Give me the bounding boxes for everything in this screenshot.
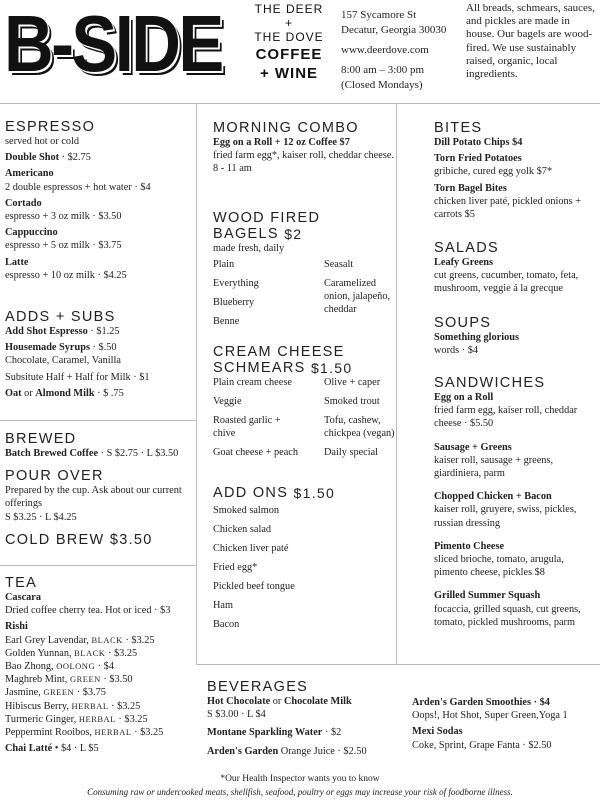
divider xyxy=(396,104,397,664)
schmears-list-right xyxy=(324,373,396,462)
menu-item-name: Cortado xyxy=(5,197,42,209)
list-item: Chicken salad xyxy=(213,524,272,535)
hours: 8:00 am – 3:00 pm xyxy=(341,64,425,76)
list-item: Turmeric Ginger, HERBAL · $3.25 xyxy=(5,713,148,725)
brand-block xyxy=(248,2,330,82)
brand-line: COFFEE xyxy=(255,46,323,63)
brand-line: THE DOVE xyxy=(254,30,324,44)
list-item: Smoked trout xyxy=(324,396,380,407)
list-item: Maghreb Mint, GREEN · $3.50 xyxy=(5,674,133,686)
bites-section xyxy=(434,120,596,221)
list-item: Earl Grey Lavendar, BLACK · $3.25 xyxy=(5,634,155,646)
espresso-sub: served hot or cold xyxy=(5,136,80,147)
list-item: Roasted garlic + chive xyxy=(213,415,281,440)
list-item: Bacon xyxy=(213,619,240,630)
divider xyxy=(0,103,600,104)
menu-item-name: Cappuccino xyxy=(5,227,58,239)
menu-item-desc: espresso + 3 oz milk · $3.50 xyxy=(5,211,122,223)
list-item: Fried egg* xyxy=(213,562,258,573)
addons-price: $1.50 xyxy=(293,485,336,501)
list-item: Golden Yunnan, BLACK · $3.25 xyxy=(5,647,138,659)
bagels-heading: BAGELS $^{\$2}$ xyxy=(213,226,303,242)
menu-item: Oat or Almond Milk · $ .75 xyxy=(5,387,124,399)
schmears-list-left xyxy=(213,373,323,462)
list-item: Ham xyxy=(213,600,234,611)
bagels-list-left xyxy=(213,255,313,331)
bagels-list-right xyxy=(324,255,396,317)
list-item: Benne xyxy=(213,316,240,327)
menu-item-name: Egg on a Roll xyxy=(434,392,494,403)
list-item: Bao Zhong, OOLONG · $4 xyxy=(5,661,114,673)
address-line: 157 Sycamore St xyxy=(341,9,417,21)
adds-heading: ADDS + SUBS xyxy=(5,309,116,325)
menu-item-desc: Prepared by the cup. Ask about our current offerings xyxy=(5,485,182,510)
salads-section xyxy=(434,240,596,296)
list-item: Jasmine, GREEN · $3.75 xyxy=(5,687,106,699)
menu-item-name: Mexi Sodas xyxy=(412,726,463,738)
list-item: Pickled beef tongue xyxy=(213,581,295,592)
closed-note: (Closed Mondays) xyxy=(341,79,423,91)
soups-section xyxy=(434,315,596,357)
list-item: Peppermint Rooibos, HERBAL · $3.25 xyxy=(5,727,164,739)
menu-item-name: Torn Bagel Bites xyxy=(434,182,507,194)
menu-item-name: Cascara xyxy=(5,592,42,603)
menu-item-name: Rishi xyxy=(5,621,28,633)
menu-item-desc: cut greens, cucumber, tomato, feta, mushroom, veggie á la grecque xyxy=(434,270,579,295)
list-item: Olive + caper xyxy=(324,377,381,388)
list-item: Veggie xyxy=(213,396,242,407)
pourover-heading: POUR OVER xyxy=(5,468,104,485)
menu-item: Arden's Garden Orange Juice · $2.50 xyxy=(207,745,367,757)
list-item: Plain xyxy=(213,259,235,270)
menu-item-name: Americano xyxy=(5,168,54,180)
menu-item-name: Grilled Summer Squash xyxy=(434,590,541,602)
footer-warning: Consuming raw or undercooked meats, shellfish, seafood, poultry or eggs may increase your risk of foodborne illness. xyxy=(87,787,513,797)
menu-item-desc: fried farm egg*, kaiser roll, cheddar cheese. 8 - 11 am xyxy=(213,150,394,175)
bagels-section xyxy=(213,210,395,255)
menu-item-desc: words · $4 xyxy=(434,345,479,357)
footer-inspector: *Our Health Inspector wants you to know xyxy=(0,773,600,785)
menu-item-name: Latte xyxy=(5,256,29,268)
sandwiches-section xyxy=(434,375,596,629)
menu-item: Add Shot Espresso · $1.25 xyxy=(5,326,120,337)
menu-item: Hot Chocolate or Chocolate Milk xyxy=(207,696,352,707)
brand-line: THE DEER xyxy=(254,2,324,16)
divider xyxy=(196,664,600,665)
list-item: Tofu, cashew, chickpea (vegan) xyxy=(324,415,395,440)
menu-item-name: Torn Fried Potatoes xyxy=(434,153,522,165)
divider xyxy=(0,565,196,566)
address-line: Decatur, Georgia 30030 xyxy=(341,24,447,36)
menu-item: Montane Sparkling Water · $2 xyxy=(207,727,342,739)
brand-line: + WINE xyxy=(259,65,319,82)
list-item: Seasalt xyxy=(324,259,354,270)
menu-item-desc: sliced brioche, tomato, arugula, pimento cheese, pickles $8 xyxy=(434,554,564,579)
espresso-heading: ESPRESSO xyxy=(5,119,96,135)
menu-item-name: Sausage + Greens xyxy=(434,441,512,453)
menu-item-name: Arden's Garden Smoothies · $4 xyxy=(412,697,550,708)
sandwiches-heading: SANDWICHES xyxy=(434,375,546,391)
addons-section xyxy=(213,485,395,634)
bites-heading: BITES xyxy=(434,120,483,136)
brand-line: + xyxy=(284,16,293,30)
menu-item-price: S $3.00 · L $4 xyxy=(207,709,266,721)
menu-item-desc: Dried coffee cherry tea. Hot or iced · $3 xyxy=(5,605,171,617)
menu-item: Housemade Syrups · $.50 xyxy=(5,342,117,354)
website[interactable]: www.deerdove.com xyxy=(341,44,429,56)
divider xyxy=(196,104,197,664)
menu-item-name: Dill Potato Chips $4 xyxy=(434,137,523,148)
coldbrew-heading: COLD BREW $3.50 xyxy=(5,531,153,548)
espresso-section xyxy=(5,119,195,282)
bagels-heading: WOOD FIRED xyxy=(213,210,321,226)
menu-item-desc: fried farm egg, kaiser roll, cheddar cheese · $5.50 xyxy=(434,405,578,430)
menu-item-desc: 2 double espressos + hot water · $4 xyxy=(5,181,151,193)
logo: B-SIDE xyxy=(4,0,222,88)
schmears-heading: CREAM CHEESE xyxy=(213,344,345,360)
combo-heading: MORNING COMBO xyxy=(213,120,359,136)
menu-item-name: Something glorious xyxy=(434,332,519,343)
list-item: Goat cheese + peach xyxy=(213,447,298,459)
menu-item: Chai Latté • $4 · L $5 xyxy=(5,743,99,755)
brewed-section xyxy=(5,431,195,548)
schmears-price: $1.50 xyxy=(310,360,353,376)
divider xyxy=(0,420,196,421)
menu-item-price: S $3.25 · L $4.25 xyxy=(5,511,77,523)
menu-item-desc: chicken liver paté, pickled onions + carrots $5 xyxy=(434,195,582,221)
menu-item-desc: Chocolate, Caramel, Vanilla xyxy=(5,355,121,367)
menu-item-name: Pimento Cheese xyxy=(434,540,505,552)
menu-item-desc: espresso + 5 oz milk · $3.75 xyxy=(5,240,122,252)
list-item: Everything xyxy=(213,278,259,289)
beverages-section-right xyxy=(412,696,598,752)
list-item: Plain cream cheese xyxy=(213,377,292,388)
bagels-price: $2 xyxy=(284,226,303,242)
tea-section xyxy=(5,575,195,755)
bagels-sub: made fresh, daily xyxy=(213,243,285,254)
menu-item-name: Leafy Greens xyxy=(434,257,494,268)
menu-item-name: Chopped Chicken + Bacon xyxy=(434,491,552,503)
menu-item: Batch Brewed Coffee · S $2.75 · L $3.50 xyxy=(5,448,179,459)
list-item: Blueberry xyxy=(213,297,255,308)
schmears-section xyxy=(213,344,395,376)
menu-item-desc: kaiser roll, gruyere, swiss, pickles, russian dressing xyxy=(434,504,577,529)
list-item: Smoked salmon xyxy=(213,505,280,516)
salads-heading: SALADS xyxy=(434,240,500,256)
house-note: All breads, schmears, sauces, and pickles are made in house. Our bagels are wood-fired. We use sustainably raised, organic, local ingredients. xyxy=(466,2,595,81)
combo-section xyxy=(213,120,395,176)
menu-item: Subsitute Half + Half for Milk · $1 xyxy=(5,371,150,383)
menu-item: Double Shot · $2.75 xyxy=(5,152,91,164)
soups-heading: SOUPS xyxy=(434,315,492,331)
menu-item-name: Egg on a Roll + 12 oz Coffee $7 xyxy=(213,137,350,148)
list-item: Caramelized onion, jalapeño, cheddar xyxy=(324,278,391,316)
list-item: Hibiscus Berry, HERBAL · $3.25 xyxy=(5,700,141,712)
beverages-heading: BEVERAGES xyxy=(207,679,309,695)
menu-item-desc: gribiche, cured egg yolk $7* xyxy=(434,166,553,178)
menu-item-desc: kaiser roll, sausage + greens, giardiniera, parm xyxy=(434,454,554,480)
menu-item-desc: Oops!, Hot Shot, Super Green,Yoga 1 xyxy=(412,710,568,722)
list-item: Daily special xyxy=(324,447,379,459)
schmears-heading: SCHMEARS $^{\$1.50}$ xyxy=(213,360,353,376)
menu-item-desc: Coke, Sprint, Grape Fanta · $2.50 xyxy=(412,739,552,751)
addons-heading: ADD ONS $^{\$1.50}$ xyxy=(213,485,336,501)
menu-item-desc: espresso + 10 oz milk · $4.25 xyxy=(5,269,127,281)
address-block xyxy=(341,8,446,93)
tea-heading: TEA xyxy=(5,575,38,591)
list-item: Chicken liver paté xyxy=(213,543,289,554)
brewed-heading: BREWED xyxy=(5,431,77,447)
beverages-section xyxy=(207,679,402,758)
menu-item-desc: focaccia, grilled squash, cut greens, tomato, pickled mushrooms, parm xyxy=(434,603,581,628)
adds-section xyxy=(5,309,195,400)
